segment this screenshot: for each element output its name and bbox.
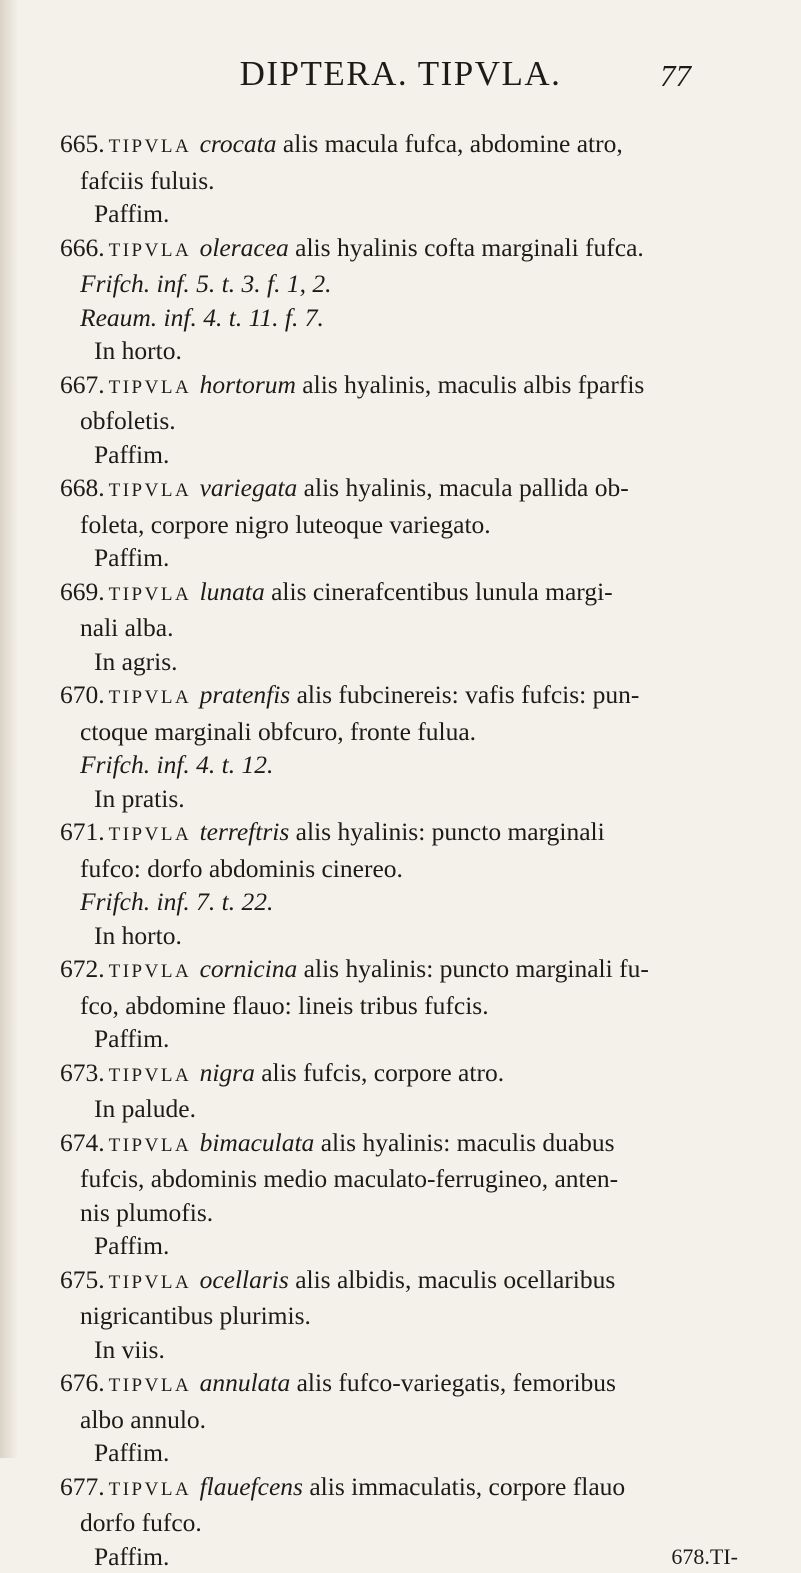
entry-first-line — [60, 1470, 750, 1507]
species-entry — [60, 1126, 750, 1263]
habitat-text — [60, 541, 750, 575]
genus-name: TIPVLA — [109, 1135, 192, 1156]
species-name: hortorum — [200, 370, 296, 399]
genus-name: TIPVLA — [109, 1272, 192, 1293]
entry-first-line — [60, 127, 750, 164]
running-head: DIPTERA. TIPVLA. — [0, 52, 801, 96]
genus-name: TIPVLA — [109, 584, 192, 605]
entry-number: 676. — [60, 1368, 105, 1397]
entry-first-line — [60, 1366, 750, 1403]
habitat-text — [60, 1436, 750, 1470]
description-text: alis albidis, maculis ocellaribus — [295, 1265, 615, 1294]
entry-first-line — [60, 1263, 750, 1300]
genus-name: TIPVLA — [109, 377, 192, 398]
habitat-label: Paffim. — [94, 1542, 169, 1571]
page-number: 77 — [660, 54, 691, 98]
description-text: foleta, corpore nigro luteoque variegato. — [60, 508, 750, 542]
genus-name: TIPVLA — [109, 136, 192, 157]
entry-first-line — [60, 575, 750, 612]
genus-name: TIPVLA — [109, 824, 192, 845]
entry-first-line — [60, 1056, 750, 1093]
description-text: alis fubcinereis: vafis fufcis: pun- — [297, 680, 640, 709]
habitat-label: In horto. — [94, 336, 182, 365]
description-text: nali alba. — [60, 611, 750, 645]
species-name: lunata — [200, 577, 265, 606]
page-header — [0, 52, 801, 102]
habitat-text — [60, 1333, 750, 1367]
species-entry — [60, 231, 750, 368]
species-name: annulata — [200, 1368, 291, 1397]
species-entry — [60, 368, 750, 472]
species-name: crocata — [200, 129, 277, 158]
entry-number: 666. — [60, 233, 105, 262]
description-text: alis macula fufca, abdomine atro, — [283, 129, 623, 158]
description-text: alis fufcis, corpore atro. — [261, 1058, 504, 1087]
habitat-text — [60, 197, 750, 231]
habitat-label: In horto. — [94, 921, 182, 950]
species-entry — [60, 952, 750, 1056]
species-entry — [60, 1366, 750, 1470]
species-name: ocellaris — [200, 1265, 289, 1294]
description-text: nis plumofis. — [60, 1196, 750, 1230]
species-name: oleracea — [200, 233, 289, 262]
genus-name: TIPVLA — [109, 1065, 192, 1086]
habitat-label: Paffim. — [94, 199, 169, 228]
species-entry — [60, 471, 750, 575]
habitat-label: Paffim. — [94, 1438, 169, 1467]
entry-first-line — [60, 231, 750, 268]
entry-first-line — [60, 471, 750, 508]
species-name: terreftris — [200, 817, 290, 846]
entry-first-line — [60, 815, 750, 852]
species-entry — [60, 127, 750, 231]
description-text: nigricantibus plurimis. — [60, 1299, 750, 1333]
literature-reference: Frifch. inf. 5. t. 3. f. 1, 2. — [60, 267, 750, 301]
description-text: fufco: dorfo abdominis cinereo. — [60, 852, 750, 886]
description-text: albo annulo. — [60, 1403, 750, 1437]
description-text: alis immaculatis, corpore flauo — [309, 1472, 625, 1501]
habitat-label: In palude. — [94, 1094, 196, 1123]
entry-first-line — [60, 1126, 750, 1163]
species-entry — [60, 575, 750, 679]
description-text: fufcis, abdominis medio maculato-ferrugineo, anten- — [60, 1162, 750, 1196]
entry-number: 675. — [60, 1265, 105, 1294]
habitat-text — [60, 1229, 750, 1263]
species-entries — [60, 127, 750, 1573]
habitat-text — [60, 919, 750, 953]
habitat-label: In viis. — [94, 1335, 165, 1364]
habitat-label: Paffim. — [94, 1024, 169, 1053]
entry-number: 673. — [60, 1058, 105, 1087]
habitat-text — [60, 1540, 750, 1573]
description-text: ctoque marginali obfcuro, fronte fulua. — [60, 715, 750, 749]
species-name: nigra — [200, 1058, 255, 1087]
entry-number: 665. — [60, 129, 105, 158]
entry-number: 669. — [60, 577, 105, 606]
description-text: alis cinerafcentibus lunula margi- — [271, 577, 613, 606]
species-name: cornicina — [200, 954, 298, 983]
habitat-text — [60, 782, 750, 816]
description-text: alis hyalinis cofta marginali fufca. — [295, 233, 644, 262]
literature-reference: Frifch. inf. 7. t. 22. — [60, 885, 750, 919]
species-entry — [60, 1263, 750, 1367]
entry-number: 677. — [60, 1472, 105, 1501]
genus-name: TIPVLA — [109, 240, 192, 261]
species-name: pratenfis — [200, 680, 291, 709]
species-name: flauefcens — [200, 1472, 303, 1501]
page-gutter-shadow — [0, 0, 18, 1458]
habitat-label: In agris. — [94, 647, 178, 676]
habitat-text — [60, 438, 750, 472]
description-text: fco, abdomine flauo: lineis tribus fufcis. — [60, 989, 750, 1023]
genus-name: TIPVLA — [109, 1479, 192, 1500]
entry-number: 668. — [60, 473, 105, 502]
genus-name: TIPVLA — [109, 687, 192, 708]
entry-first-line — [60, 368, 750, 405]
species-entry — [60, 1470, 750, 1573]
description-text: alis hyalinis, macula pallida ob- — [304, 473, 629, 502]
habitat-text — [60, 1022, 750, 1056]
habitat-label: Paffim. — [94, 440, 169, 469]
entry-number: 674. — [60, 1128, 105, 1157]
entry-number: 670. — [60, 680, 105, 709]
genus-name: TIPVLA — [109, 1375, 192, 1396]
literature-reference: Reaum. inf. 4. t. 11. f. 7. — [60, 301, 750, 335]
entry-number: 667. — [60, 370, 105, 399]
description-text: alis hyalinis: maculis duabus — [321, 1128, 615, 1157]
description-text: obfoletis. — [60, 404, 750, 438]
habitat-text — [60, 334, 750, 368]
species-entry — [60, 1056, 750, 1126]
entry-number: 671. — [60, 817, 105, 846]
description-text: alis hyalinis: puncto marginali fu- — [304, 954, 649, 983]
literature-reference: Frifch. inf. 4. t. 12. — [60, 748, 750, 782]
description-text: fafciis fuluis. — [60, 164, 750, 198]
catchword: 678.TI- — [671, 1540, 738, 1573]
species-entry — [60, 815, 750, 952]
entry-first-line — [60, 952, 750, 989]
species-name: bimaculata — [200, 1128, 315, 1157]
habitat-label: Paffim. — [94, 543, 169, 572]
habitat-label: In pratis. — [94, 784, 185, 813]
species-name: variegata — [200, 473, 298, 502]
species-entry — [60, 678, 750, 815]
description-text: alis hyalinis: puncto marginali — [296, 817, 605, 846]
habitat-text — [60, 1092, 750, 1126]
entry-first-line — [60, 678, 750, 715]
description-text: alis hyalinis, maculis albis fparfis — [302, 370, 644, 399]
entry-number: 672. — [60, 954, 105, 983]
genus-name: TIPVLA — [109, 961, 192, 982]
habitat-label: Paffim. — [94, 1231, 169, 1260]
genus-name: TIPVLA — [109, 480, 192, 501]
description-text: dorfo fufco. — [60, 1506, 750, 1540]
habitat-text — [60, 645, 750, 679]
description-text: alis fufco-variegatis, femoribus — [297, 1368, 616, 1397]
